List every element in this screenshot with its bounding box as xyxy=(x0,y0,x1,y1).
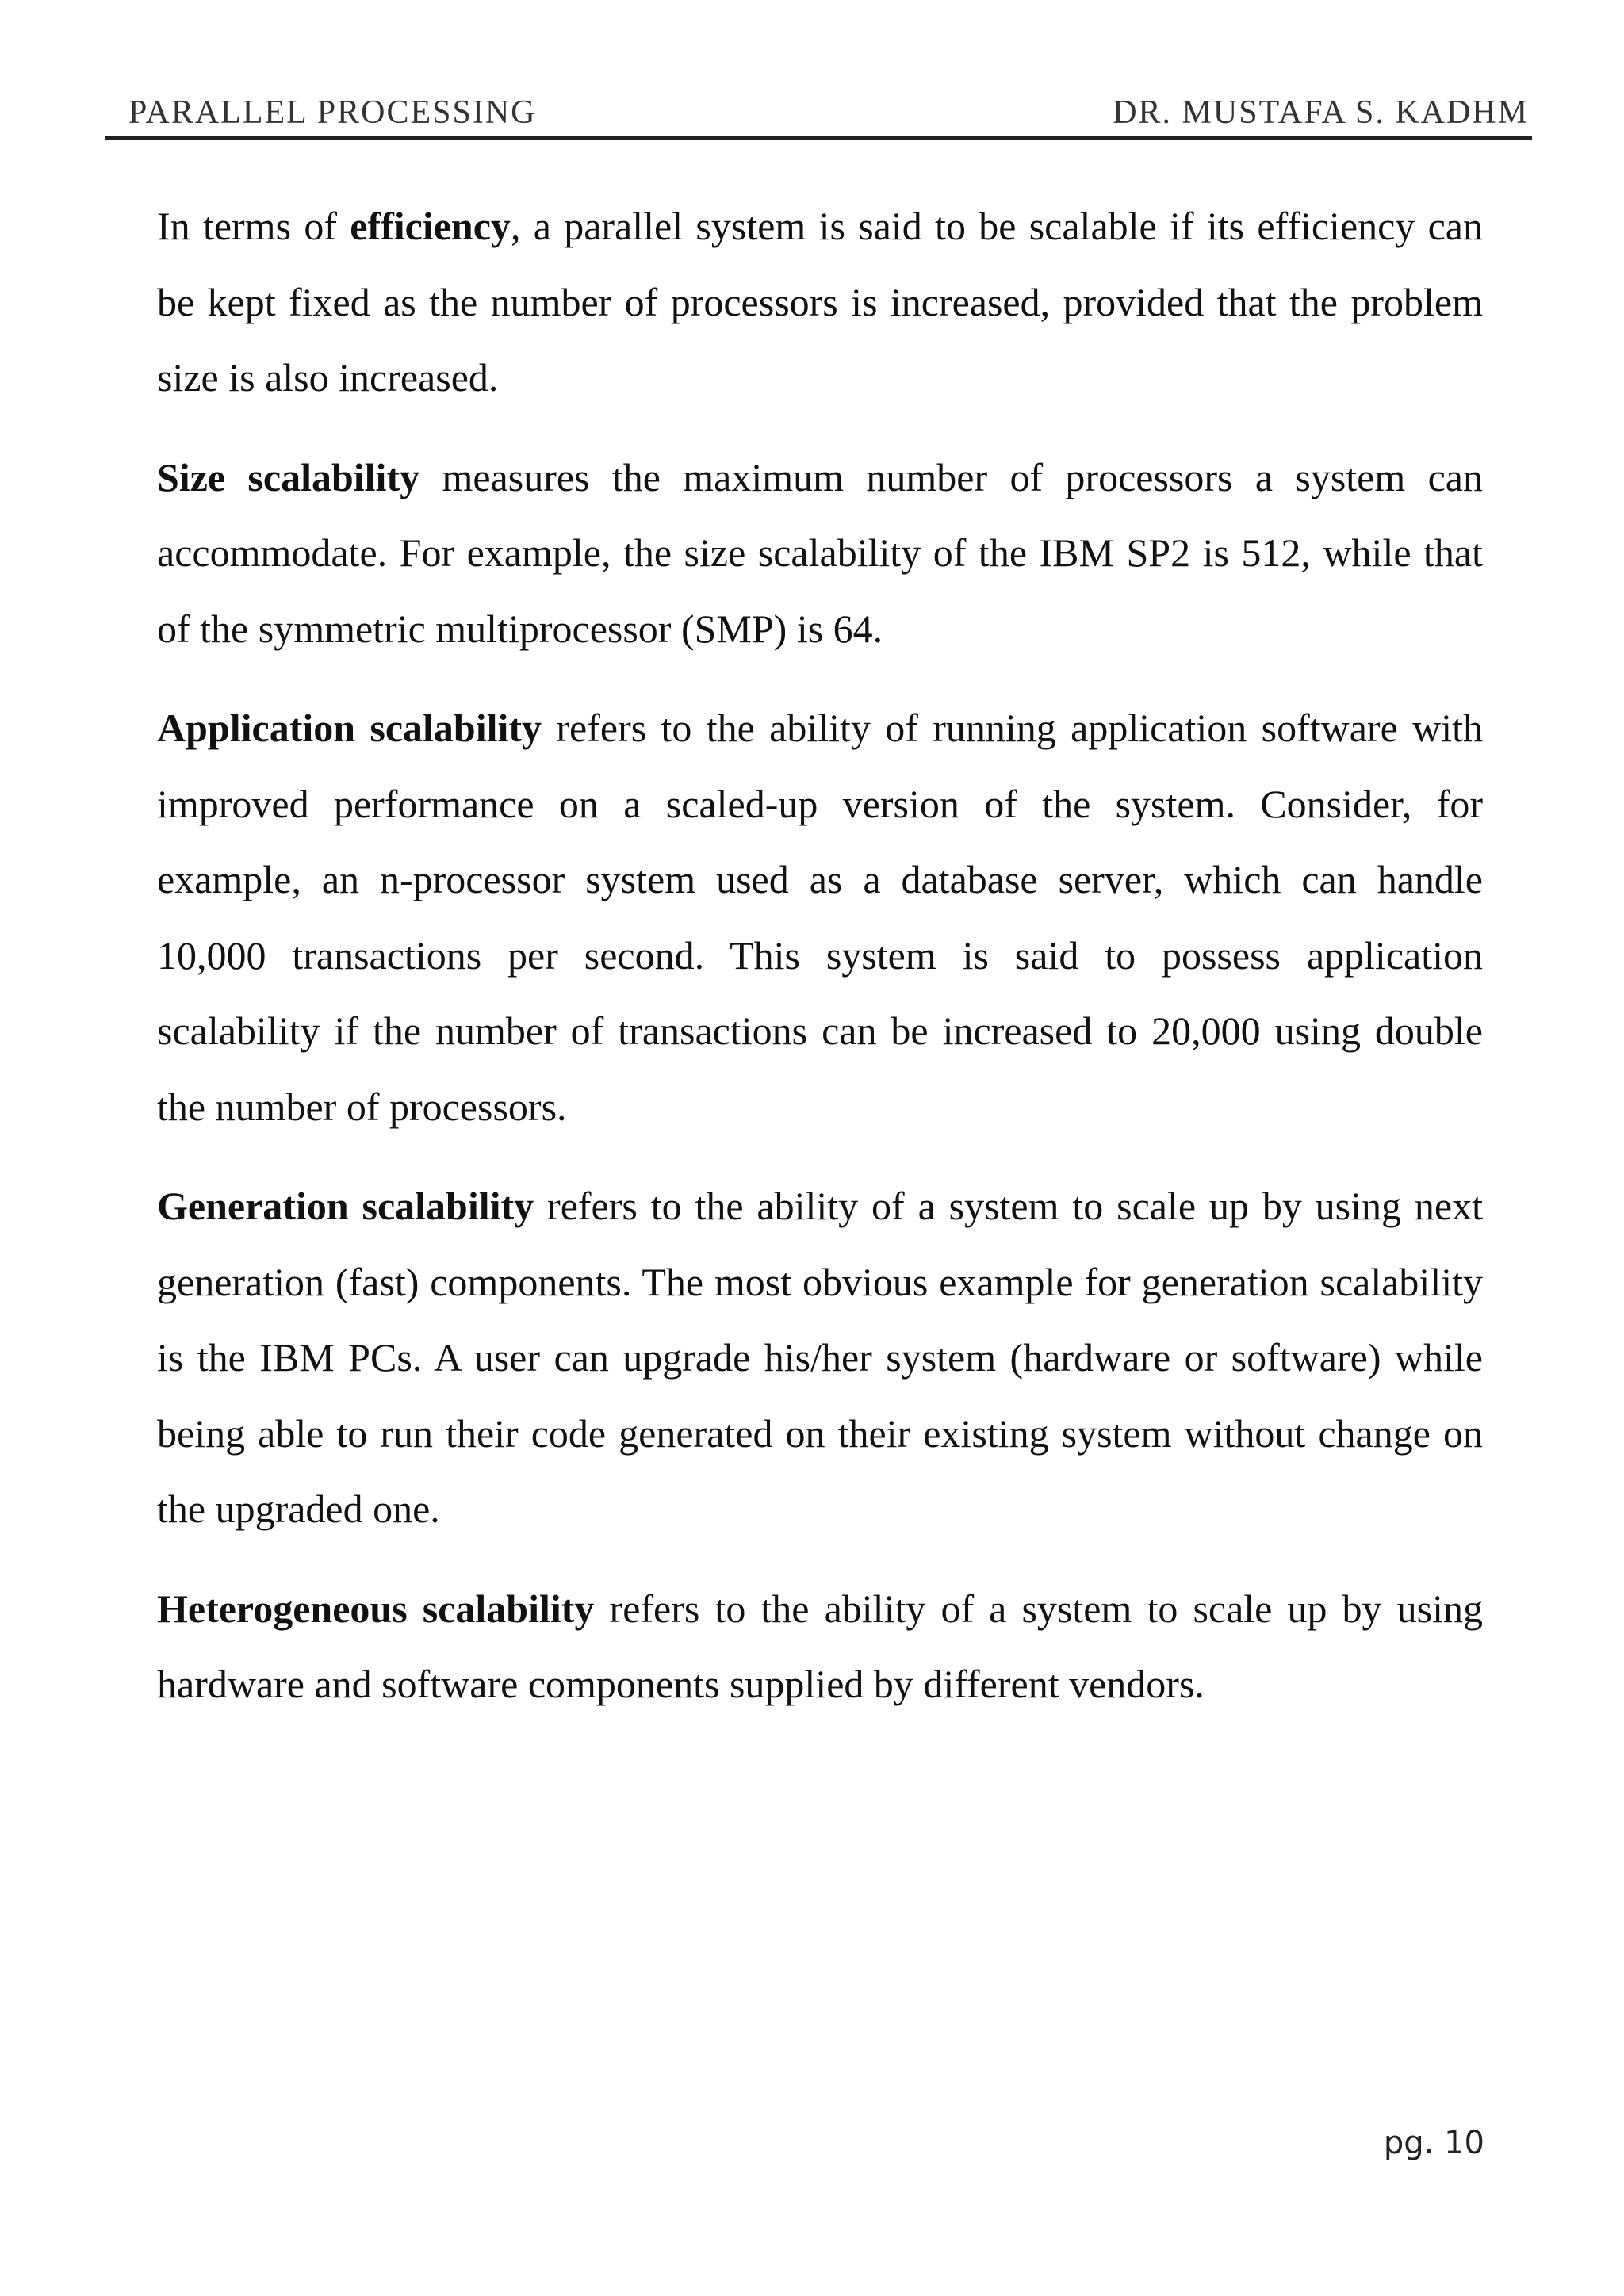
term-efficiency: efficiency xyxy=(350,204,511,248)
term-size-scalability: Size scalability xyxy=(157,454,420,499)
paragraph-generation-scalability xyxy=(157,1169,1483,1548)
term-application-scalability: Application scalability xyxy=(157,706,542,750)
body-text xyxy=(157,189,1483,1747)
paragraph-efficiency xyxy=(157,189,1483,416)
header-rule-thick xyxy=(105,136,1532,140)
page-header xyxy=(105,86,1529,138)
paragraph-size-scalability xyxy=(157,440,1483,668)
paragraph-application-scalability xyxy=(157,691,1483,1145)
header-rule-thin xyxy=(105,143,1532,144)
paragraph-text: , a parallel system is said to be scalable if its efficiency can be kept fixed as the number of processors is increased, provided that the problem size is also increased. xyxy=(157,204,1484,400)
paragraph-heterogeneous-scalability xyxy=(157,1571,1483,1723)
page-number: pg. 10 xyxy=(1383,2125,1484,2161)
paragraph-text: refers to the ability of a system to scale up by using hardware and software components supplied by different vendors. xyxy=(157,1586,1483,1706)
header-author: DR. MUSTAFA S. KADHM xyxy=(1113,94,1529,131)
paragraph-text: refers to the ability of running application software with improved performance on a scaled-up version of the system. Consider, for example, an n-processor system used as a database server, which can handle 10,000 transactions per second. This system is said to possess application scalability if the number of transactions can be increased to 20,000 using double the number of processors. xyxy=(157,706,1483,1129)
term-heterogeneous-scalability: Heterogeneous scalability xyxy=(157,1586,595,1631)
paragraph-text: refers to the ability of a system to scale up by using next generation (fast) components. The most obvious example for generation scalability is the IBM PCs. A user can upgrade his/her system (hardware or software) while being able to run their code generated on their existing system without change on the upgraded one. xyxy=(157,1184,1483,1531)
term-generation-scalability: Generation scalability xyxy=(157,1184,534,1228)
paragraph-lead: In terms of xyxy=(157,204,350,248)
header-course-title: PARALLEL PROCESSING xyxy=(128,94,537,131)
paragraph-text: measures the maximum number of processors a system can accommodate. For example, the size scalability of the IBM SP2 is 512, while that of the symmetric multiprocessor (SMP) is 64. xyxy=(157,454,1483,651)
